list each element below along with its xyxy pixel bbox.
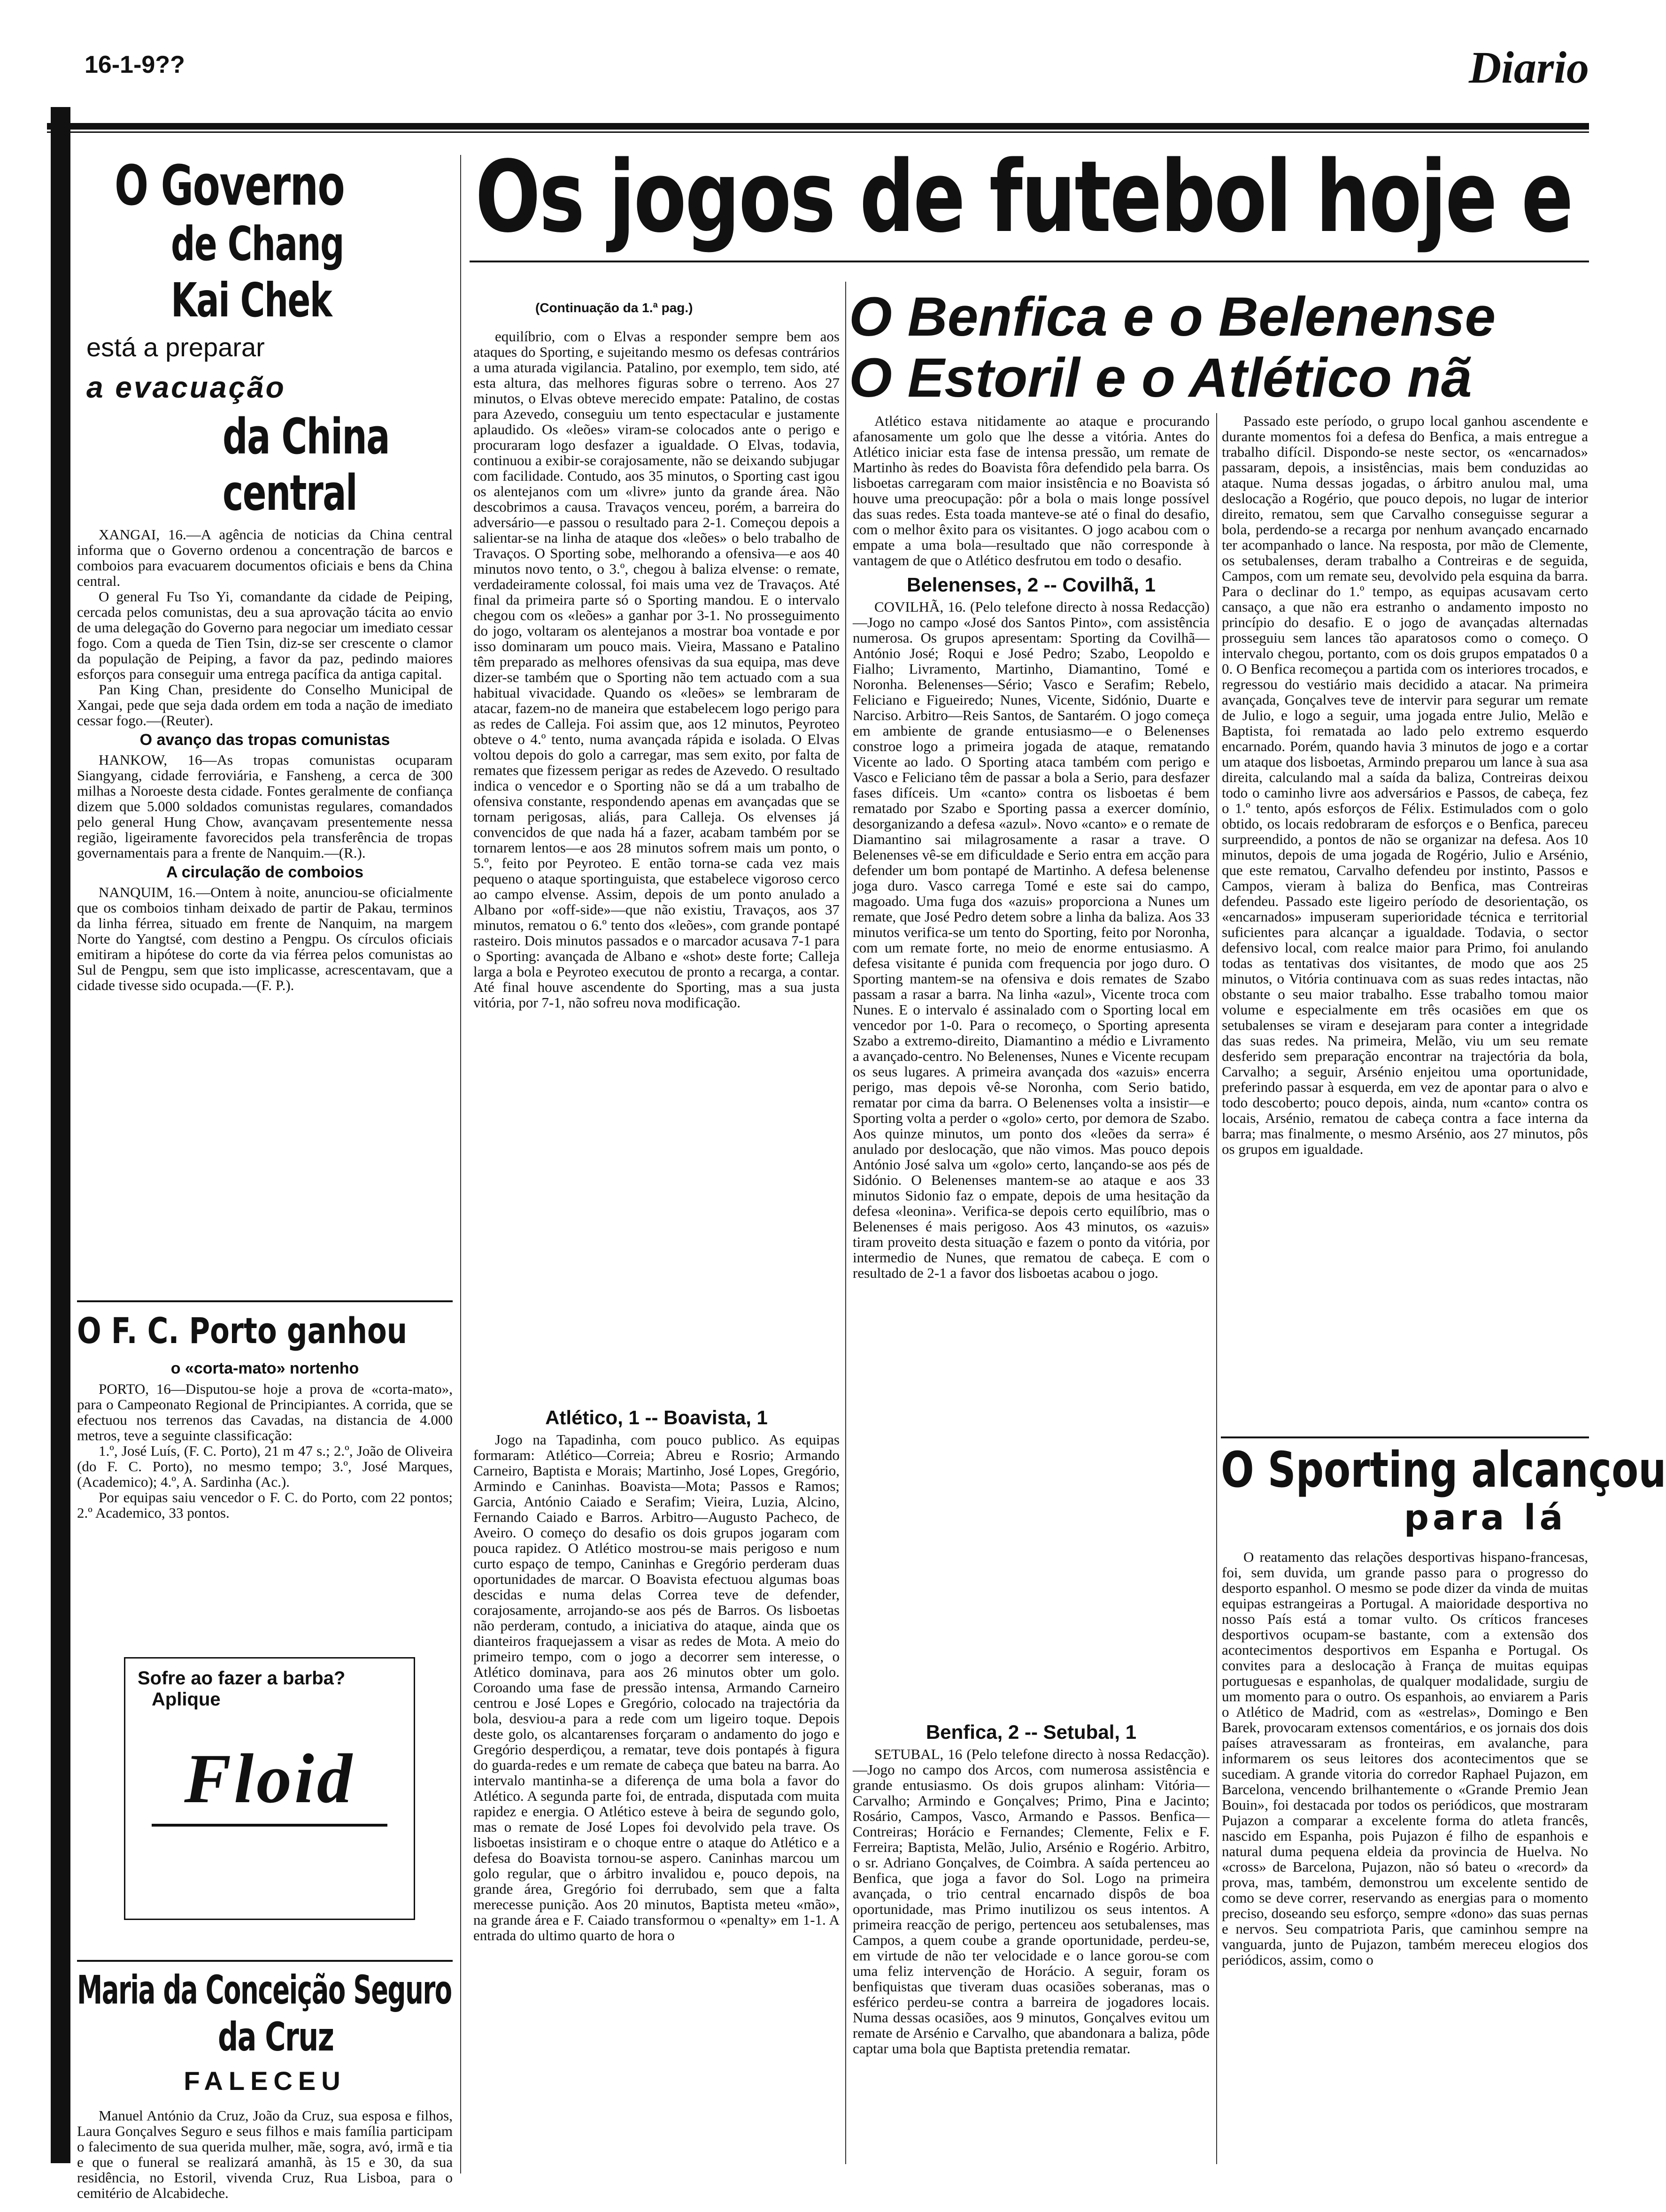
headline-governo-3: está a preparar — [86, 332, 265, 362]
article-belenenses — [853, 599, 1210, 1716]
headline-governo-4: a evacuação — [86, 370, 286, 404]
column-rule — [845, 282, 846, 2164]
paragraph: NANQUIM, 16.—Ontem à noite, anunciou-se oficialmente que os comboios tinham deixado de partir de Pakau, terminos da linha férrea, situado em frente de Nanquim, na margem Norte do Yangtsé, com destino a Pengpu. Os círculos oficiais emitiram a hipótese do corte da via férrea pelos comunistas ao Sul de Pengpu, sem que isto implicasse, acrescentavam, que a cidade tivesse sido ocupada.—(F. P.). — [77, 884, 453, 993]
paragraph: XANGAI, 16.—A agência de noticias da China central informa que o Governo ordenou a concentração de barcos e comboios para evacuarem documentos oficiais e bens da China central. — [77, 526, 453, 589]
subhead-avanco: O avanço das tropas comunistas — [139, 731, 390, 749]
obituary-name-1: Maria da Conceição Seguro — [77, 1967, 452, 2013]
article-atletico-end — [853, 413, 1210, 568]
paragraph: Jogo na Tapadinha, com pouco publico. As equipas formaram: Atlético—Correia; Abreu e Rosrio; Armando Carneiro, Baptista e Morais; Martinho, José Lopes, Gregório, Armindo e Caninhas. Boavista—Mota; Passos e Ramos; Garcia, António Caiado e Serafim; Vieira, Luzia, Alcino, Fernando Caiado e Barros. Arbitro—Augusto Pacheco, de Aveiro. O começo do desafio os dois grupos jogaram com pouca rapidez. O Atlético mostrou-se mais perigoso e num curto espaço de tempo, Caninhas e Gregório perderam duas oportunidades de marcar. O Boavista efectuou algumas boas descidas e numa delas Correa teve de defender, corajosamente, arrojando-se aos pés de Barros. Os lisboetas não perderam, contudo, a iniciativa do ataque, ainda que os dianteiros fraquejassem a visar as redes de Mota. A meio do primeiro tempo, com o jogo a decorrer sem interesse, o Atlético dominava, para aos 26 minutos obter um golo. Coroando uma fase de pressão intensa, Armando Carneiro centrou e José Lopes e Gregório, colocado na trajectória da bola, desviou-a para a rede com um ligeiro toque. Depois deste golo, os alcantarenses forçaram o andamento do jogo e Gregório desperdiçou, a rematar, teve dois pontapés à figura do guarda-redes e um remate de cabeça que bateu na barra. Ao intervalo mantinha-se a diferença de uma bola a favor do Atlético. A segunda parte foi, de entrada, disputada com muita rapidez e energia. O Atlético esteve à beira de segundo golo, mas o remate de José Lopes foi devolvido pela trave. Os lisboetas insistiram e o choque entre o ataque do Atlético e a defesa do Boavista tornou-se aspero. Caninhas marcou um golo regular, que o árbitro invalidou e, pouco depois, na grande área, Gregório foi derrubado, sem que a falta merecesse punição. Aos 20 minutos, Baptista meteu «mão», na grande área e F. Caiado transformou o «penalty» em 1-1. A entrada do ultimo quarto de hora o — [473, 1431, 840, 1943]
paragraph: Pan King Chan, presidente do Conselho Municipal de Xangai, pede que seja dada ordem em toda a nação de imediato cessar fogo.—(Reuter). — [77, 681, 453, 729]
floid-advertisement — [124, 1657, 415, 1920]
article-governo — [77, 527, 453, 1278]
ad-underline — [152, 1824, 387, 1827]
headline-sporting: O Sporting alcançou — [1221, 1441, 1666, 1498]
obituary-faleceu: FALECEU — [184, 2066, 346, 2096]
section-rule — [77, 1960, 453, 1962]
paragraph: O reatamento das relações desportivas hispano-francesas, foi, sem duvida, um grande passo para o progresso do desporto espanhol. O mesmo se pode dizer da vinda de muitas equipas estrangeiras a Portugal. A maioridade desportiva no nosso País está a tomar vulto. Os críticos franceses desportivos ocupam-se bastante, com a extensão dos acontecimentos desportivos em Espanha e Portugal. Os convites para a deslocação à França de muitas equipas portuguesas e espanholas, de qualquer modalidade, surgiu de um momento para o outro. Os espanhois, ao enviarem a Paris o Atlético de Madrid, com as «estrelas», Domingo e Ben Barek, provocaram extensos comentários, e os jornais dos dois países atravessaram as fronteiras, em avalanche, para informarem os seus leitores dos acontecimentos que se sucediam. A grande vitoria do corredor Raphael Pujazon, em Barcelona, vencendo brilhantemente o «Grande Premio Jean Bouin», foi destacada por todos os periódicos, que mostraram Pujazon a comparar a excelente forma do atleta francês, nascido em Espanha, pois Pujazon é filho de espanhois e natural duma pequena eldeia da provincia de Huelva. No «cross» de Barcelona, Pujazon, não só bateu o «record» da prova, mas, também, demonstrou um excelente sentido de como se deve correr, reservando as energias para o momento preciso, doseando seu esforço, sempre «dono» das suas pernas e nervos. Seu compatriota Paris, que caminhou sempre na vanguarda, junto de Pujazon, também mereceu elogios dos periódicos, assim, como o — [1222, 1549, 1588, 1968]
section-rule — [77, 1300, 453, 1302]
subhead-comboios: A circulação de comboios — [166, 863, 364, 881]
headline-benfica: Benfica, 2 -- Setubal, 1 — [926, 1721, 1137, 1743]
paragraph: Passado este período, o grupo local ganhou ascendente e durante momentos foi a defesa do Benfica, a mais entregue a trabalho difícil. Dispondo-se neste sector, os «encarnados» passaram, depois, a insistências, mais bem conduzidas ao ataque. Numa dessas jogadas, o árbitro anulou mal, uma deslocação a Rogério, que pouco depois, no lugar de interior direito, rematou, sem que Carvalho conseguisse segurar a bola, perdendo-se a recarga por nenhum avançado encarnado ter acompanhado o lance. Na resposta, por mão de Clemente, os setubalenses, deram trabalho a Contreiras e de seguida, Campos, com um remate seu, devolvido pela esquina da barra. Para o declinar do 1.º tempo, as equipas acusavam certo cansaço, a que não era estranho o andamento imposto no princípio do desafio. E o jogo de avançadas alternadas prosseguiu sem lances tão aparatosos como o começo. O intervalo chegou, portanto, com os dois grupos empatados 0 a 0. O Benfica recomeçou a partida com os interiores trocados, e regressou do vestiário mais decidido a atacar. Na primeira avançada, Gonçalves teve de intervir para segurar um remate de Julio, e logo a seguir, uma jogada entre Julio, Melão e Baptista, foi rematada ao lado pelo extremo esquerdo encarnado. Porém, quando havia 3 minutos de jogo e a cortar um ataque dos lisboetas, Armindo preparou um lance à sua asa direita, calculando mal a saída da baliza, Contreiras deixou todo o caminho livre aos adversários e Passos, de cabeça, fez o 1.º tento, após esforços de Félix. Estimulados com o golo obtido, os locais redobraram de esforços e o Benfica, pareceu surpreendido, a pontos de não se organizar na defesa. Aos 10 minutos, depois de uma jogada de Rogério, Julio e Arsénio, que este rematou, Carvalho defendeu por instinto, Passos e Campos, vieram à baliza do Benfica, mas Contreiras defendeu. Passado este ligeiro período de desorientação, os «encarnados» impuseram superioridade técnica e territorial suficientes para alcançar a igualdade. Todavia, o sector defensivo local, com realce maior para Primo, foi anulando todas as tentativas dos visitantes, de modo que aos 25 minutos, o Vitória continuava com as suas redes intactas, não obstante o seu maior trabalho. Esse trabalho tomou maior volume e especialmente em três ocasiões em que os setubalenses se viram e desejaram para conter a integridade das suas redes. Na primeira, Melão, viu um seu remate desferido sem preparação encontrar na trajectória da bola, Carvalho; a seguir, Arsénio enjeitou uma oportunidade, preferindo passar à esquerda, em vez de apontar para o alvo e todo descoberto; pouco depois, ainda, num «canto» contra os locais, Arsénio, rematou de cabeça contra a face interna da barra; mas finalmente, o mesmo Arsénio, aos 27 minutos, pôs os grupos em igualdade. — [1222, 413, 1588, 1157]
paragraph: equilíbrio, com o Elvas a responder sempre bem aos ataques do Sporting, e sujeitando mesmo os defesas contrários a uma aturada vigilancia. Patalino, por exemplo, tem sido, até esta altura, das melhores figuras sobre o terreno. Aos 27 minutos, o Elvas obteve merecido empate: Patalino, de costas para Azevedo, conseguiu um tento espectacular e justamente aplaudido. Os «leões» viram-se colocados ante o perigo e procuraram logo desfazer a igualdade. O Elvas, todavia, continuou a exibir-se corajosamente, não se deixando subjugar com facilidade. Contudo, aos 35 minutos, o Sporting cast igou os alentejanos com um «livre» junto da grande área. Não descobrimos a causa. Travaços venceu, porém, a barreira do adversário—e passou o resultado para 2-1. Começou depois a salientar-se na linha de ataque dos «leões» o belo trabalho de Travaços. O Sporting sobe, melhorando a ofensiva—e aos 40 minutos novo tento, o 3.º, chegou à baliza elvense: o remate, verdadeiramente colossal, foi mais uma vez de Travaços. Até final da primeira parte só o Sporting mandou. E o intervalo chegou com os «leões» a ganhar por 3-1. No prosseguimento do jogo, voltaram os alentejanos a mostrar boa vontade e por isso dominaram um pouco mais. Vieira, Massano e Patalino têm preparado as melhores ofensivas da sua equipa, mas deve dizer-se também que o Sporting não tem actuado com a sua habitual vivacidade. Quando os «leões» se lembraram de atacar, fazem-no de maneira que estabelecem logo perigo para as redes de Calleja. Foi assim que, aos 12 minutos, Peyroteo obteve o 4.º tento, numa avançada rápida e isolada. O Elvas voltou depois do golo a carregar, mas sem exito, por falta de remates que fizessem perigar as redes de Azevedo. O resultado indica o vencedor e o Sporting não se dá a um trabalho de ofensiva constante, respondendo apenas em avançadas que se tornam perigosas, aliás, para Calleja. Os elvenses já convencidos de que nada há a fazer, acabam também por se tornarem lentos—e aos 28 minutos sofrem mais um ponto, o 5.º, feito por Peyroteo. E então torna-se cada vez mais pequeno o ataque sportinguista, que estabelece vigoroso cerco ao campo elvense. Assim, depois de um ponto anulado a Albano por «off-side»—que não existiu, Travaços, aos 37 minutos, rematou o 6.º tento dos «leões», com grande pontapé rasteiro. Dois minutos passados e o marcador acusava 7-1 para o Sporting: avançada de Albano e «shot» deste forte; Calleja larga a bola e Peyroteo executou de pronto a recarga, a contar. Até final houve ascendente do Sporting, mas a sua justa vitória, por 7-1, não sofreu nova modificação. — [473, 328, 840, 1011]
masthead: Diario — [1468, 42, 1589, 92]
ad-line-2: Aplique — [152, 1689, 221, 1710]
column-c — [1222, 413, 1588, 1422]
article-atletico — [473, 1432, 840, 2164]
headline-estoril-atletico: O Estoril e o Atlético nã — [849, 347, 1472, 409]
obituary-name-2: da Cruz — [218, 2014, 334, 2060]
headline-benfica-belenenses: O Benfica e o Belenense — [849, 286, 1496, 348]
headline-porto: O F. C. Porto ganhou — [77, 1310, 408, 1352]
subhead-porto: o «corta-mato» nortenho — [170, 1359, 359, 1377]
headline-belenenses: Belenenses, 2 -- Covilhã, 1 — [907, 574, 1156, 596]
paragraph: O general Fu Tso Yi, comandante da cidade de Peiping, cercada pelos comunistas, deu a sua aprovação tácita ao envio de uma delegação do Governo para negociar um imediato cessar fogo. Com a queda de Tien Tsin, diz-se ser crescente o clamor da população de Peiping, a favor da paz, pedindo maiores esforços para conseguir uma entrega pacífica da antiga capital. — [77, 588, 453, 682]
paragraph: Por equipas saiu vencedor o F. C. do Porto, com 22 pontos; 2.º Academico, 33 pontos. — [77, 1489, 453, 1521]
headline-sporting-2: para lá — [1404, 1498, 1567, 1538]
atletico-section — [473, 1404, 840, 2164]
top-rule-thin — [47, 131, 1589, 133]
headline-governo-1: O Governo — [115, 153, 345, 218]
paragraph: SETUBAL, 16 (Pelo telefone directo à nossa Redacção).—Jogo no campo dos Arcos, com numerosa assistência e grande entusiasmo. Os dois grupos alinham: Vitória—Carvalho; Armindo e Gonçalves; Primo, Pina e Jacinto; Rosário, Campos, Vasco, Armando e Passos. Benfica—Contreiras; Horácio e Fernandes; Clemente, Felix e F. Ferreira; Baptista, Melão, Julio, Arsénio e Rogério. Arbitro, o sr. Adriano Gonçalves, de Coimbra. A saída pertenceu ao Benfica, que joga a favor do Sol. Logo na primeira avançada, o trio central encarnado dispôs de boa oportunidade, mas Primo inutilizou os seus intentos. A primeira reacção de perigo, pertenceu aos setubalenses, mas Campos, a quem coube a grande oportunidade, perdeu-se, em virtude de não ter velocidade e o lance gorou-se com uma feliz intervenção de Horácio. A seguir, foram os benfiquistas que tiveram duas ocasiões soberanas, mas o esférico perdeu-se contra a barreira de jogadores locais. Numa dessas ocasiões, aos 9 minutos, Gonçalves evitou um remate de Arsénio e Carvalho, que abandonara a baliza, pôde captar uma bola que Baptista pretendia rematar. — [853, 1746, 1210, 2057]
ad-brand-logo: Floid — [184, 1740, 355, 1818]
column-rule — [460, 155, 461, 2174]
page-date: 16-1-9?? — [85, 51, 185, 78]
left-margin-bar — [51, 107, 70, 2163]
article-porto — [77, 1381, 453, 1644]
column-a — [473, 329, 840, 1399]
column-b — [853, 413, 1210, 2164]
article-sporting — [1222, 1549, 1588, 2164]
paragraph: 1.º, José Luís, (F. C. Porto), 21 m 47 s.; 2.º, João de Oliveira (do F. C. Porto), no mesmo tempo; 3.º, José Marques, (Academico); 4.º, A. Sardinha (Ac.). — [77, 1443, 453, 1490]
headline-governo-2: de Chang Kai Chek — [171, 216, 344, 328]
banner-headline: Os jogos de futebol hoje e — [475, 139, 1572, 254]
paragraph: COVILHÃ, 16. (Pelo telefone directo à nossa Redacção)—Jogo no campo «José dos Santos Pinto», com assistência numerosa. Os grupos apresentam: Sporting da Covilhã—António José; Roqui e José Pedro; Szabo, Leopoldo e Fialho; Livramento, Martinho, Diamantino, Tomé e Noronha. Belenenses—Sério; Vasco e Serafim; Rebelo, Feliciano e Figueiredo; Nunes, Vicente, Sidónio, Duarte e Narciso. Arbitro—Reis Santos, de Santarém. O jogo começa em ambiente de grande entusiasmo—e o Belenenses constroe logo a primeira jogada de ataque, rematando Vicente ao lado. O Sporting ataca também com perigo e Vasco e Feliciano têm de passar a bola a Serio, para desfazer fases difíceis. Um «canto» contra os lisboetas é bem rematado por Szabo e Sporting passa a exercer domínio, desorganizando a defesa «azul». Novo «canto» e o remate de Diamantino sai milagrosamente a rasar a trave. O Belenenses vê-se em dificuldade e Serio entra em acção para defender um bom pontapé de Martinho. A defesa belenense joga duro. Vasco carrega Tomé e este sai do campo, magoado. Uma fuga dos «azuis» proporciona a Nunes um remate, que José Pedro detem sobre a linha da baliza. Aos 33 minutos verifica-se um tento do Sporting, feito por Noronha, com um remate forte, no meio de enorme entusiasmo. A defesa visitante é punida com frequencia por jogo duro. O Sporting mantem-se na ofensiva e dois remates de Szabo passam a rasar a barra. Na linha «azul», Vicente troca com Nunes. E o intervalo é assinalado com o Sporting local em vencedor por 1-0. Para o recomeço, o Sporting apresenta Szabo a extremo-direito, Diamantino a médio e Livramento a avançado-centro. No Belenenses, Nunes e Vicente recupam os seus lugares. A primeira avançada dos «azuis» encerra perigo, mas depois vê-se Noronha, com Serio batido, rematar por cima da barra. O Belenenses volta a insistir—e Sporting volta a perder o «golo» certo, por demora de Szabo. Aos quinze minutos, um ponto dos «leões da serra» é anulado por deslocação, que não vimos. Mas pouco depois António José salva um «golo» certo, lançando-se aos pés de Sidónio. O Belenenses mantem-se ao ataque e aos 33 minutos Sidonio faz o empate, depois de uma hesitação da defesa «leonina». Verifica-se depois certo equilíbrio, mas o Belenenses é mais perigoso. Aos 43 minutos, os «azuis» tiram proveito desta situação e fazem o ponto da vitória, por intermedio de Nunes, que rematou de cabeça. E com o resultado de 2-1 a favor dos lisboetas acabou o jogo. — [853, 599, 1210, 1281]
headline-atletico: Atlético, 1 -- Boavista, 1 — [545, 1406, 768, 1429]
paragraph: Atlético estava nitidamente ao ataque e procurando afanosamente um golo que lhe desse a vitória. Antes do Atlético iniciar esta fase de intensa pressão, um remate de Martinho às redes do Boavista fôra defendido pela barra. Os lisboetas carregaram com maior insistência e no Boavista só houve uma preocupação: pôr a bola o mais longe possível das suas redes. Esta toada manteve-se até o final do desafio, com o melhor êxito para os visitantes. O jogo acabou com o empate a uma bola—resultado que não corresponde à vantagem de que o Atlético desfrutou em todo o desafio. — [853, 413, 1210, 568]
article-benfica — [853, 1746, 1210, 2057]
ad-line-1: Sofre ao fazer a barba? — [138, 1668, 346, 1689]
continuation-note: (Continuação da 1.ª pag.) — [535, 300, 693, 315]
section-rule — [1221, 1436, 1589, 1438]
obituary-text: Manuel António da Cruz, João da Cruz, sua esposa e filhos, Laura Gonçalves Seguro e seus filhos e mais família participam o falecimento de sua querida mulher, mãe, sogra, avó, irmã e tia e que o funeral se realizará amanhã, às 15 e 30, da sua residência, no Estoril, vivenda Cruz, Rua Lisboa, para o cemitério de Alcabideche. — [77, 2107, 453, 2201]
top-rule — [47, 123, 1589, 130]
headline-governo-5: da China central — [223, 408, 389, 522]
paragraph: HANKOW, 16—As tropas comunistas ocuparam Siangyang, cidade ferroviária, e Fansheng, a cerca de 300 milhas a Noroeste desta cidade. Fontes geralmente de confiança dizem que 5.000 soldados comunistas regulares, comandados pelo general Hung Chow, avançavam presentemente nessa região, ligeiramente favorecidos pela transferência de tropas governamentais para a frente de Nanquim.—(R.). — [77, 752, 453, 861]
left-column — [77, 153, 453, 2201]
paragraph: PORTO, 16—Disputou-se hoje a prova de «corta-mato», para o Campeonato Regional de Principiantes. A corrida, que se efectuou nos terrenos das Cavadas, na distancia de 4.000 metros, teve a seguinte classificação: — [77, 1381, 453, 1444]
column-rule — [1216, 413, 1217, 2164]
banner-rule — [470, 261, 1589, 262]
